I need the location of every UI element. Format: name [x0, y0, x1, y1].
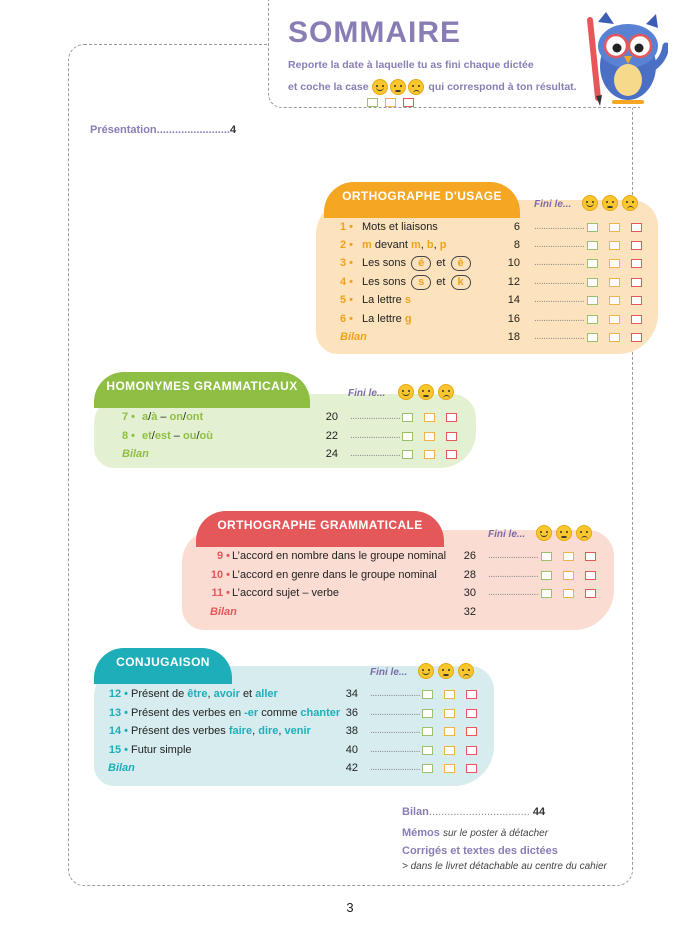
usage-row-5 [340, 291, 650, 309]
sep: / [183, 411, 187, 423]
kw: -er [244, 707, 259, 719]
checkbox-bad[interactable] [466, 690, 477, 699]
sad-face-icon [576, 525, 592, 541]
sad-face-icon [408, 79, 424, 95]
checkbox-good[interactable] [587, 296, 598, 305]
conjugaison-row-bilan [108, 759, 488, 777]
checkbox-medium[interactable] [563, 589, 574, 598]
legend-checkbox-bad [403, 98, 414, 107]
happy-face-icon [398, 384, 414, 400]
grammaticale-emoji-header [536, 524, 596, 542]
presentation-page: 4 [230, 124, 237, 136]
row-label [142, 430, 213, 442]
checkbox-good[interactable] [422, 727, 433, 736]
conjugaison-row-15 [106, 741, 486, 759]
checkbox-good[interactable] [402, 432, 413, 441]
txt: Les sons [362, 257, 407, 269]
row-page: 18 [507, 331, 520, 343]
sound-bubble: k [451, 275, 471, 290]
row-label: m devant m, b, p [362, 239, 447, 251]
row-checkboxes [402, 445, 468, 463]
checkbox-medium[interactable] [424, 432, 435, 441]
neutral-face-icon [556, 525, 572, 541]
row-date-line: ...................... [534, 239, 585, 250]
grammaticale-row-9 [208, 547, 608, 565]
txt: et [242, 688, 253, 700]
row-date-line: ...................... [350, 448, 401, 459]
txt: Les sons [362, 276, 407, 288]
homonymes-row-7 [122, 408, 472, 426]
txt: Présent des verbes en [131, 707, 242, 719]
row-date-line: ...................... [350, 411, 401, 422]
checkbox-bad[interactable] [631, 241, 642, 250]
row-date-line: ...................... [370, 707, 421, 718]
sound-bubble: s [411, 275, 431, 290]
legend-checkboxes [367, 94, 421, 112]
checkbox-medium[interactable] [444, 709, 455, 718]
checkbox-medium[interactable] [424, 450, 435, 459]
row-number: 2 • [340, 239, 354, 251]
row-number: 7 • [122, 411, 136, 423]
row-number: 9 • [216, 550, 230, 562]
kw: g [404, 313, 412, 325]
kw: et [142, 430, 152, 442]
row-page: 38 [345, 725, 358, 737]
page-number: 3 [346, 900, 354, 915]
memos-note: sur le poster à détacher [442, 828, 549, 839]
legend-checkbox-good [367, 98, 378, 107]
checkbox-medium[interactable] [563, 552, 574, 561]
kw: on [169, 411, 183, 423]
intro-after: qui correspond à ton résultat. [428, 80, 577, 93]
txt: et [436, 257, 446, 269]
txt: La lettre [362, 294, 402, 306]
checkbox-good[interactable] [422, 709, 433, 718]
kw: m [362, 239, 372, 251]
row-checkboxes [587, 218, 653, 236]
row-page: 22 [325, 430, 338, 442]
checkbox-good[interactable] [587, 278, 598, 287]
row-number: 15 • [108, 744, 128, 756]
row-label [362, 257, 473, 269]
usage-row-4 [340, 273, 650, 291]
row-number: 6 • [340, 313, 354, 325]
checkbox-medium[interactable] [609, 315, 620, 324]
homonymes-fini-label: Fini le... [348, 388, 386, 399]
checkbox-medium[interactable] [444, 764, 455, 773]
row-checkboxes [422, 741, 488, 759]
conjugaison-row-13 [106, 704, 486, 722]
kw: chanter [300, 707, 341, 719]
bottom-livret-note: > dans le livret détachable au centre du cahier [402, 861, 607, 872]
bottom-bilan-page: 44 [532, 806, 546, 818]
sep: , [278, 725, 282, 737]
row-number: 1 • [340, 221, 354, 233]
checkbox-medium[interactable] [424, 413, 435, 422]
row-page: 32 [463, 606, 476, 618]
checkbox-bad[interactable] [585, 571, 596, 580]
kw: où [199, 430, 213, 442]
sep: / [196, 430, 200, 442]
row-number: 5 • [340, 294, 354, 306]
checkbox-medium[interactable] [609, 278, 620, 287]
kw: être [187, 688, 208, 700]
row-checkboxes [587, 273, 653, 291]
row-number: 11 • [211, 587, 230, 599]
kw: à [151, 411, 158, 423]
row-page: 28 [463, 569, 476, 581]
row-page: 6 [513, 221, 520, 233]
checkbox-bad[interactable] [631, 296, 642, 305]
row-page: 16 [507, 313, 520, 325]
conjugaison-row-14 [106, 722, 486, 740]
checkbox-good[interactable] [587, 223, 598, 232]
row-checkboxes [587, 310, 653, 328]
row-page: 24 [325, 448, 338, 460]
checkbox-good[interactable] [541, 571, 552, 580]
checkbox-bad[interactable] [466, 727, 477, 736]
checkbox-bad[interactable] [446, 432, 457, 441]
txt: Présent des verbes [131, 725, 226, 737]
presentation-entry [90, 124, 236, 136]
sep: , [207, 688, 211, 700]
kw: aller [255, 688, 278, 700]
bottom-bilan-entry [402, 806, 545, 818]
row-label [362, 294, 411, 306]
row-label: Mots et liaisons [362, 221, 438, 233]
checkbox-medium[interactable] [444, 746, 455, 755]
row-page: 8 [513, 239, 520, 251]
kw: p [439, 239, 447, 251]
checkbox-medium[interactable] [609, 259, 620, 268]
sep: – [157, 411, 170, 423]
row-checkboxes [422, 759, 488, 777]
checkbox-bad[interactable] [631, 223, 642, 232]
intro-line-1: Reporte la date à laquelle tu as fini chaque dictée [288, 59, 534, 71]
row-label: Bilan [340, 331, 367, 343]
row-checkboxes [587, 236, 653, 254]
kw: est [154, 430, 171, 442]
row-label [362, 276, 473, 288]
kw: m [410, 239, 421, 251]
row-checkboxes [402, 427, 468, 445]
row-date-line: ...................... [350, 430, 401, 441]
row-page: 40 [345, 744, 358, 756]
txt: comme [261, 707, 298, 719]
sep: , [252, 725, 256, 737]
row-page: 26 [463, 550, 476, 562]
grammaticale-row-bilan [210, 603, 610, 621]
row-page: 36 [345, 707, 358, 719]
row-checkboxes [587, 254, 653, 272]
usage-emoji-header [582, 194, 642, 212]
txt: devant [374, 239, 408, 251]
checkbox-good[interactable] [402, 413, 413, 422]
checkbox-bad[interactable] [466, 709, 477, 718]
kw: dire [258, 725, 279, 737]
bottom-bilan-label: Bilan [402, 806, 429, 818]
row-label [362, 313, 412, 325]
row-label: L’accord sujet – verbe [232, 587, 340, 599]
usage-row-2 [340, 236, 650, 254]
kw: b [426, 239, 434, 251]
checkbox-good[interactable] [541, 552, 552, 561]
row-page: 20 [325, 411, 338, 423]
usage-banner: ORTHOGRAPHE D'USAGE [324, 182, 520, 218]
usage-row-1 [340, 218, 650, 236]
checkbox-bad[interactable] [631, 278, 642, 287]
row-date-line: ...................... [370, 688, 421, 699]
happy-face-icon [372, 79, 388, 95]
row-page: 30 [463, 587, 476, 599]
txt: et [436, 276, 446, 288]
row-label: Bilan [210, 606, 237, 618]
homonymes-banner: HOMONYMES GRAMMATICAUX [94, 372, 310, 408]
bottom-bilan-dots: ................................. [428, 806, 530, 818]
checkbox-bad[interactable] [466, 746, 477, 755]
row-label: Futur simple [131, 744, 192, 756]
checkbox-bad[interactable] [466, 764, 477, 773]
neutral-face-icon [602, 195, 618, 211]
row-label: Bilan [122, 448, 149, 460]
row-label [131, 688, 278, 700]
intro-line-2 [288, 79, 577, 95]
checkbox-bad[interactable] [631, 259, 642, 268]
row-checkboxes [402, 408, 468, 426]
row-date-line: ...................... [534, 221, 585, 232]
sep: / [151, 430, 155, 442]
checkbox-medium[interactable] [609, 223, 620, 232]
row-checkboxes [541, 566, 607, 584]
kw: venir [284, 725, 311, 737]
row-number: 14 • [108, 725, 128, 737]
row-page: 14 [507, 294, 520, 306]
happy-face-icon [582, 195, 598, 211]
row-number: 13 • [108, 707, 128, 719]
row-checkboxes [587, 291, 653, 309]
grammaticale-banner: ORTHOGRAPHE GRAMMATICALE [196, 511, 444, 547]
presentation-label: Présentation [90, 124, 157, 136]
kw: ou [182, 430, 197, 442]
bottom-memos [402, 827, 548, 839]
row-label: L’accord en nombre dans le groupe nominal [232, 550, 447, 562]
checkbox-good[interactable] [587, 315, 598, 324]
intro-before: et coche la case [288, 80, 369, 93]
row-date-line: ...................... [488, 569, 539, 580]
memos-label: Mémos [402, 827, 440, 839]
checkbox-medium[interactable] [609, 241, 620, 250]
checkbox-good[interactable] [587, 259, 598, 268]
row-label: Bilan [108, 762, 135, 774]
checkbox-medium[interactable] [563, 571, 574, 580]
checkbox-medium[interactable] [444, 690, 455, 699]
usage-row-6 [340, 310, 650, 328]
neutral-face-icon [390, 79, 406, 95]
row-date-line: ...................... [534, 276, 585, 287]
grammaticale-row-10 [208, 566, 608, 584]
checkbox-medium[interactable] [444, 727, 455, 736]
row-checkboxes [541, 584, 607, 602]
row-checkboxes [422, 722, 488, 740]
txt: Présent de [131, 688, 185, 700]
row-checkboxes [422, 685, 488, 703]
sad-face-icon [458, 663, 474, 679]
happy-face-icon [536, 525, 552, 541]
row-date-line: ...................... [534, 313, 585, 324]
row-page: 34 [345, 688, 358, 700]
homonymes-row-bilan [122, 445, 472, 463]
sad-face-icon [622, 195, 638, 211]
neutral-face-icon [418, 384, 434, 400]
row-date-line: ...................... [370, 744, 421, 755]
row-date-line: ...................... [534, 294, 585, 305]
kw: a [142, 411, 149, 423]
kw: avoir [213, 688, 240, 700]
sad-face-icon [438, 384, 454, 400]
row-number: 12 • [108, 688, 128, 700]
row-number: 3 • [340, 257, 354, 269]
row-date-line: ...................... [534, 257, 585, 268]
row-label [131, 707, 340, 719]
row-number: 4 • [340, 276, 354, 288]
homonymes-emoji-header [398, 383, 458, 401]
row-checkboxes [541, 547, 607, 565]
grammaticale-fini-label: Fini le... [488, 529, 526, 540]
row-date-line: ...................... [534, 331, 585, 342]
neutral-face-icon [438, 663, 454, 679]
checkbox-good[interactable] [422, 764, 433, 773]
owl-mascot-illustration [584, 6, 668, 110]
row-checkboxes [587, 328, 653, 346]
kw: ont [186, 411, 204, 423]
conjugaison-banner: CONJUGAISON [94, 648, 232, 684]
checkbox-bad[interactable] [585, 589, 596, 598]
row-date-line: ...................... [370, 762, 421, 773]
row-checkboxes [422, 704, 488, 722]
checkbox-bad[interactable] [631, 333, 642, 342]
row-page: 42 [345, 762, 358, 774]
row-number: 8 • [122, 430, 136, 442]
page-title: SOMMAIRE [288, 16, 461, 49]
bottom-corriges: Corrigés et textes des dictées [402, 845, 558, 857]
txt: La lettre [362, 313, 402, 325]
row-date-line: ...................... [488, 587, 539, 598]
checkbox-good[interactable] [587, 241, 598, 250]
row-label [131, 725, 311, 737]
kw: faire [228, 725, 253, 737]
checkbox-good[interactable] [422, 746, 433, 755]
row-date-line: ...................... [370, 725, 421, 736]
checkbox-medium[interactable] [609, 296, 620, 305]
checkbox-good[interactable] [402, 450, 413, 459]
sound-bubble: è [451, 256, 471, 271]
row-page: 12 [507, 276, 520, 288]
sound-bubble: é [411, 256, 431, 271]
checkbox-medium[interactable] [609, 333, 620, 342]
checkbox-good[interactable] [541, 589, 552, 598]
checkbox-bad[interactable] [446, 450, 457, 459]
usage-fini-label: Fini le... [534, 199, 572, 210]
legend-checkbox-medium [385, 98, 396, 107]
checkbox-bad[interactable] [446, 413, 457, 422]
sep: / [148, 411, 152, 423]
checkbox-good[interactable] [587, 333, 598, 342]
conjugaison-row-12 [106, 685, 486, 703]
usage-row-bilan [340, 328, 650, 346]
row-label [142, 411, 203, 423]
presentation-dots: ........................ [156, 124, 230, 136]
row-page: 10 [507, 257, 520, 269]
happy-face-icon [418, 663, 434, 679]
row-label: L’accord en genre dans le groupe nominal [232, 569, 437, 581]
checkbox-bad[interactable] [631, 315, 642, 324]
checkbox-good[interactable] [422, 690, 433, 699]
homonymes-row-8 [122, 427, 472, 445]
row-number: 10 • [210, 569, 230, 581]
checkbox-bad[interactable] [585, 552, 596, 561]
sep: – [170, 430, 183, 442]
usage-row-3 [340, 254, 650, 272]
row-date-line: ...................... [488, 550, 539, 561]
conjugaison-emoji-header [418, 662, 478, 680]
conjugaison-fini-label: Fini le... [370, 667, 408, 678]
kw: s [404, 294, 411, 306]
grammaticale-row-11 [208, 584, 608, 602]
